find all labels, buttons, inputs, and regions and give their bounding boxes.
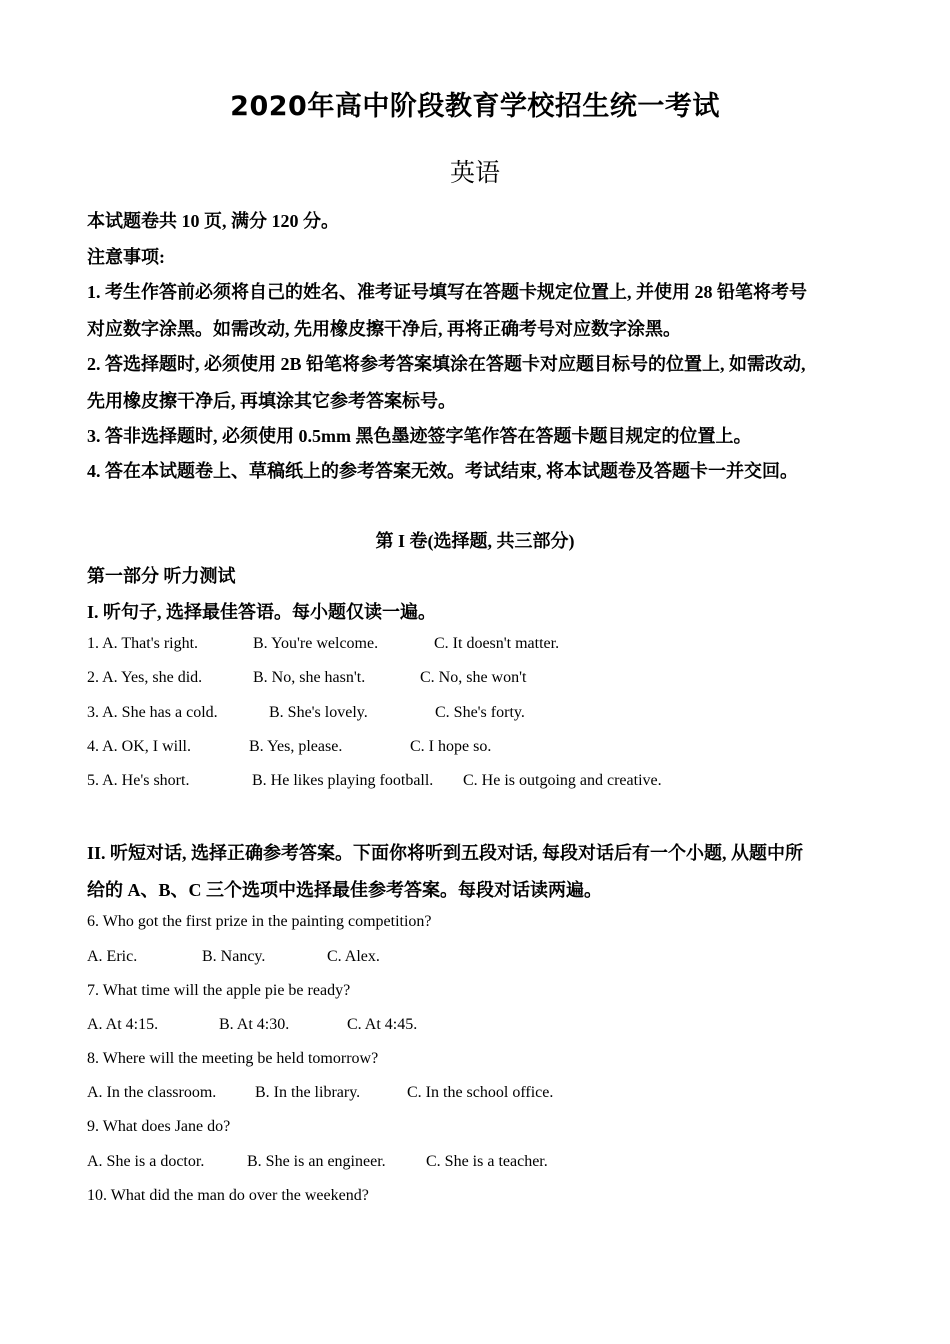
pages-note: 本试题卷共 10 页, 满分 120 分。: [87, 211, 339, 231]
option-b: B. You're welcome.: [253, 635, 379, 652]
question-8-options: [0, 1084, 950, 1106]
option-c: C. She is a teacher.: [426, 1153, 548, 1170]
question-2: [0, 669, 950, 691]
question-7-options: [0, 1016, 950, 1038]
option-c: C. He is outgoing and creative.: [463, 772, 662, 789]
option-a: A. At 4:15.: [87, 1016, 159, 1033]
question-9-options: [0, 1153, 950, 1175]
option-b: B. Nancy.: [202, 948, 266, 965]
option-c: C. At 4:45.: [347, 1016, 418, 1033]
question-9: 9. What does Jane do?: [87, 1118, 231, 1135]
question-10: 10. What did the man do over the weekend?: [87, 1187, 369, 1204]
notice-line-4: 先用橡皮擦干净后, 再填涂其它参考答案标号。: [87, 391, 456, 411]
question-5: [0, 772, 950, 794]
question-4: [0, 738, 950, 760]
option-c: C. No, she won't: [420, 669, 527, 686]
question-1: [0, 635, 950, 657]
option-c: C. In the school office.: [407, 1084, 554, 1101]
question-8: 8. Where will the meeting be held tomorrow?: [87, 1050, 379, 1067]
notice-line-3: 2. 答选择题时, 必须使用 2B 铅笔将参考答案填涂在答题卡对应题目标号的位置上, 如需改动,: [87, 354, 806, 374]
notice-line-6: 4. 答在本试题卷上、草稿纸上的参考答案无效。考试结束, 将本试题卷及答题卡一并交回。: [87, 461, 798, 481]
part-one-title: 第一部分 听力测试: [87, 566, 236, 586]
option-a: A. Eric.: [87, 948, 138, 965]
option-a: 3. A. She has a cold.: [87, 704, 218, 721]
option-b: B. At 4:30.: [219, 1016, 290, 1033]
volume-title: 第 I 卷(选择题, 共三部分): [375, 531, 575, 551]
option-b: B. In the library.: [255, 1084, 361, 1101]
option-c: C. She's forty.: [435, 704, 525, 721]
question-6: 6. Who got the first prize in the painting competition?: [87, 913, 432, 930]
option-c: C. I hope so.: [410, 738, 492, 755]
exam-title: 2020年高中阶段教育学校招生统一考试: [230, 91, 720, 122]
section-one-instruction: I. 听句子, 选择最佳答语。每小题仅读一遍。: [87, 602, 437, 622]
option-a: 1. A. That's right.: [87, 635, 199, 652]
question-3: [0, 704, 950, 726]
option-a: A. In the classroom.: [87, 1084, 217, 1101]
option-c: C. It doesn't matter.: [434, 635, 560, 652]
option-b: B. He likes playing football.: [252, 772, 434, 789]
option-a: 4. A. OK, I will.: [87, 738, 191, 755]
option-a: 5. A. He's short.: [87, 772, 190, 789]
option-b: B. No, she hasn't.: [253, 669, 366, 686]
notice-title: 注意事项:: [87, 247, 165, 267]
option-b: B. Yes, please.: [249, 738, 343, 755]
question-6-options: [0, 948, 950, 970]
section-two-instruction-1: II. 听短对话, 选择正确参考答案。下面你将听到五段对话, 每段对话后有一个小题, 从题中所: [87, 843, 804, 863]
notice-line-2: 对应数字涂黑。如需改动, 先用橡皮擦干净后, 再将正确考号对应数字涂黑。: [87, 319, 681, 339]
notice-line-1: 1. 考生作答前必须将自己的姓名、准考证号填写在答题卡规定位置上, 并使用 28 铅笔将考号: [87, 282, 807, 302]
option-b: B. She's lovely.: [269, 704, 368, 721]
option-c: C. Alex.: [327, 948, 380, 965]
option-b: B. She is an engineer.: [247, 1153, 386, 1170]
notice-line-5: 3. 答非选择题时, 必须使用 0.5mm 黑色墨迹签字笔作答在答题卡题目规定的位置上。: [87, 426, 752, 446]
option-a: A. She is a doctor.: [87, 1153, 205, 1170]
option-a: 2. A. Yes, she did.: [87, 669, 203, 686]
subject-title: 英语: [449, 158, 500, 187]
section-two-instruction-2: 给的 A、B、C 三个选项中选择最佳参考答案。每段对话读两遍。: [87, 880, 603, 900]
question-7: 7. What time will the apple pie be ready?: [87, 982, 351, 999]
